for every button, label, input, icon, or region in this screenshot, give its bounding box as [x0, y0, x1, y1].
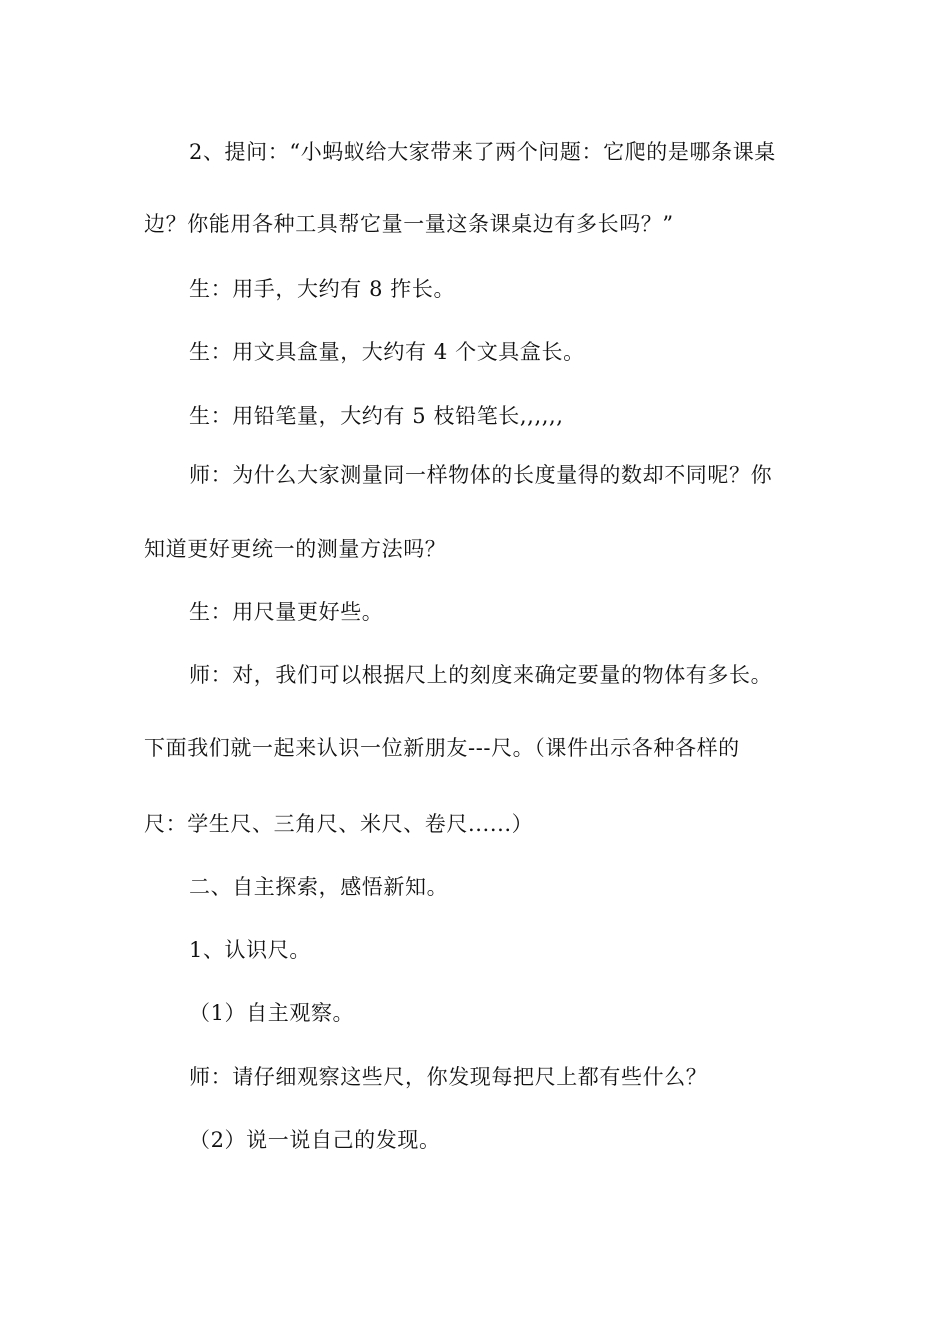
teacher-explanation-line-1: 师：对，我们可以根据尺上的刻度来确定要量的物体有多长。 [189, 663, 773, 687]
subsection-heading: 1、认识尺。 [189, 938, 311, 962]
step-2-heading: （2）说一说自己的发现。 [189, 1128, 441, 1152]
teacher-explanation-line-3: 尺：学生尺、三角尺、米尺、卷尺......） [144, 812, 534, 836]
teacher-prompt: 师：请仔细观察这些尺，你发现每把尺上都有些什么？ [189, 1065, 708, 1089]
paragraph-question-line-1: 2、提问：“小蚂蚁给大家带来了两个问题：它爬的是哪条课桌 [189, 140, 776, 164]
student-answer-pencil-box: 生：用文具盒量，大约有 4 个文具盒长。 [189, 340, 585, 364]
teacher-question-line-2: 知道更好更统一的测量方法吗？ [144, 537, 447, 561]
student-answer-hand: 生：用手，大约有 8 拃长。 [189, 277, 456, 301]
teacher-explanation-line-2: 下面我们就一起来认识一位新朋友---尺。（课件出示各种各样的 [144, 736, 740, 760]
student-answer-pencil: 生：用铅笔量，大约有 5 枝铅笔长,,,,,, [189, 404, 564, 428]
step-1-heading: （1）自主观察。 [189, 1001, 355, 1025]
student-answer-ruler: 生：用尺量更好些。 [189, 600, 384, 624]
paragraph-question-line-2: 边？你能用各种工具帮它量一量这条课桌边有多长吗？” [144, 212, 674, 236]
teacher-question-line-1: 师：为什么大家测量同一样物体的长度量得的数却不同呢？你 [189, 463, 773, 487]
section-heading: 二、自主探索，感悟新知。 [189, 875, 449, 899]
